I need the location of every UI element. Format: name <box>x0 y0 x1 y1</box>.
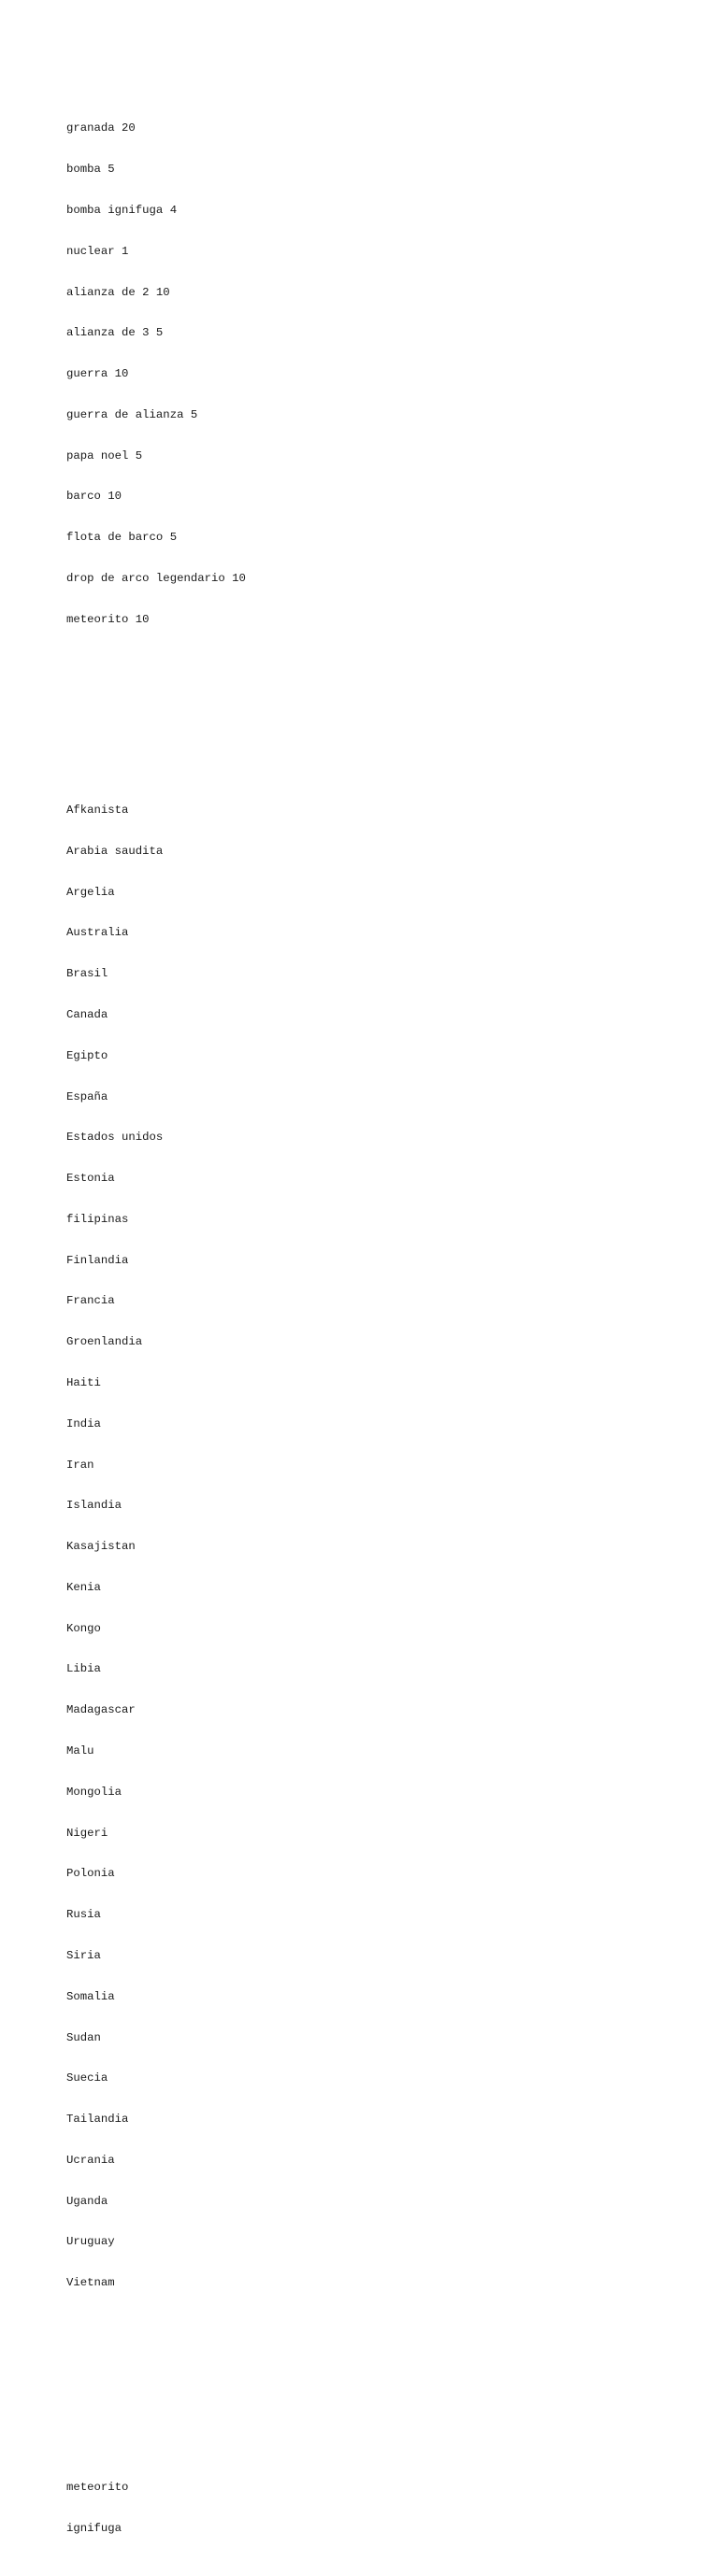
list-item: Estados unidos <box>66 1131 164 1145</box>
list-item: India <box>66 1416 101 1430</box>
list-item: Mongolia <box>66 1785 122 1799</box>
countries-list <box>66 776 246 2317</box>
list-item: Kenia <box>66 1580 101 1594</box>
list-item: Brasil <box>66 967 108 981</box>
list-item: guerra 10 <box>66 367 129 381</box>
list-item: Vietnam <box>66 2276 115 2290</box>
items-list <box>66 94 246 653</box>
list-item: Kasajistan <box>66 1540 136 1554</box>
list-item: Somalia <box>66 1989 115 2003</box>
list-item: bomba 5 <box>66 163 115 177</box>
list-item: Uganda <box>66 2194 108 2208</box>
list-item: ignifuga <box>66 2521 122 2535</box>
spacer <box>66 2358 246 2412</box>
list-item: Suecia <box>66 2071 108 2085</box>
list-item: Canada <box>66 1007 108 1021</box>
list-item: nuclear 1 <box>66 244 129 258</box>
list-item: Uruguay <box>66 2235 115 2249</box>
list-item: Egipto <box>66 1048 108 1062</box>
list-item: meteorito 10 <box>66 612 150 626</box>
list-item: guerra de alianza 5 <box>66 407 198 421</box>
list-item: Australia <box>66 926 129 940</box>
spacer <box>66 694 246 735</box>
list-item: granada 20 <box>66 121 136 135</box>
list-item: Madagascar <box>66 1703 136 1717</box>
list-item: Arabia saudita <box>66 844 164 858</box>
list-item: Libia <box>66 1662 101 1676</box>
list-item: Groenlandia <box>66 1335 143 1349</box>
list-item: alianza de 2 10 <box>66 285 170 299</box>
list-item: Finlandia <box>66 1253 129 1267</box>
list-item: papa noel 5 <box>66 448 143 463</box>
list-item: Rusia <box>66 1908 101 1922</box>
list-item: Sudan <box>66 2030 101 2044</box>
list-item: drop de arco legendario 10 <box>66 571 246 585</box>
list-item: flota de barco 5 <box>66 531 178 545</box>
list-item: España <box>66 1089 108 1103</box>
list-item: Islandia <box>66 1499 122 1513</box>
list-item: meteorito <box>66 2481 129 2495</box>
list-item: Tailandia <box>66 2113 129 2127</box>
list-item: bomba ignifuga 4 <box>66 203 178 217</box>
list-item: alianza de 3 5 <box>66 326 164 340</box>
list-item: Francia <box>66 1294 115 1308</box>
list-item: Haiti <box>66 1376 101 1390</box>
list-item: Siria <box>66 1948 101 1962</box>
list-item: barco 10 <box>66 490 122 504</box>
document-page <box>66 67 246 2576</box>
extras-list <box>66 2454 246 2563</box>
list-item: Ucrania <box>66 2153 115 2167</box>
list-item: Polonia <box>66 1867 115 1881</box>
list-item: Estonia <box>66 1172 115 1186</box>
list-item: Kongo <box>66 1621 101 1635</box>
list-item: Iran <box>66 1458 94 1472</box>
list-item: Malu <box>66 1744 94 1758</box>
list-item: filipinas <box>66 1212 129 1226</box>
list-item: Afkanista <box>66 804 129 818</box>
list-item: Argelia <box>66 885 115 899</box>
list-item: Nigeri <box>66 1826 108 1840</box>
